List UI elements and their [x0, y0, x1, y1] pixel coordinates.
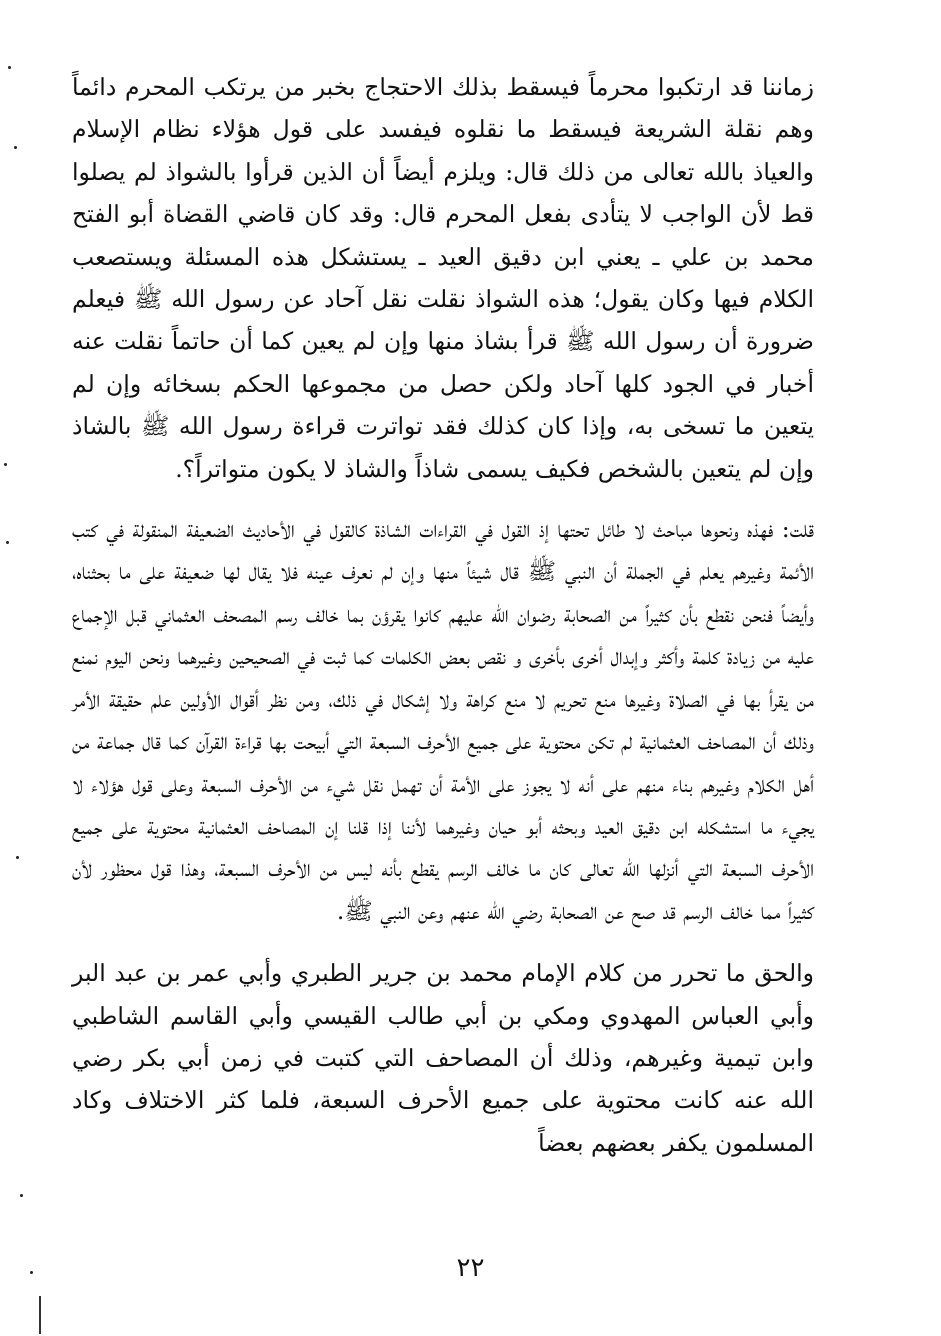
page-number: ٢٢	[456, 1253, 485, 1283]
scan-speck	[20, 1194, 23, 1197]
scan-speck	[16, 856, 19, 859]
scan-edge-mark	[39, 1296, 41, 1334]
paragraph-1: زماننا قد ارتكبوا محرماً فيسقط بذلك الاحتجاج بخبر من يرتكب المحرم دائماً وهم نقلة الشريعة فيسقط ما نقلوه فيفسد على قول هؤلاء نظام الإسلام والعياذ بالله تعالى من ذلك قال: ويلزم أيضاً أن الذين قرأوا بالشواذ لم يصلوا قط لأن الواجب لا يتأدى بفعل المحرم قال: وقد كان قاضي القضاة أبو الفتح محمد بن علي ـ يعني ابن دقيق العيد ـ يستشكل هذه المسئلة ويستصعب الكلام فيها وكان يقول؛ هذه الشواذ نقلت نقل آحاد عن رسول الله ﷺ فيعلم ضرورة أن رسول الله ﷺ قرأ بشاذ منها وإن لم يعين كما أن حاتماً نقلت عنه أخبار في الجود كلها آحاد ولكن حصل من مجموعها الحكم بسخائه وإن لم يتعين ما تسخى به، وإذا كان كذلك فقد تواترت قراءة رسول الله ﷺ بالشاذ وإن لم يتعين بالشخص فكيف يسمى شاذاً والشاذ لا يكون متواتراً؟.	[72, 73, 814, 483]
scan-speck	[14, 146, 17, 149]
scan-speck	[6, 541, 9, 544]
scan-speck	[8, 66, 11, 69]
page-body	[72, 66, 814, 1164]
paragraph-3: والحق ما تحرر من كلام الإمام محمد بن جرير الطبري وأبي عمر بن عبد البر وأبي العباس المهدوي ومكي بن أبي طالب القيسي وأبي القاسم الشاطبي وابن تيمية وغيرهم، وذلك أن المصاحف التي كتبت في زمن أبي بكر رضي الله عنه كانت محتوية على جميع الأحرف السبعة، فلما كثر الاختلاف وكاد المسلمون يكفر بعضهم بعضاً	[72, 959, 814, 1157]
scan-speck	[4, 463, 7, 466]
scan-speck	[30, 1271, 33, 1274]
paragraph-2: قلت: فهذه ونحوها مباحث لا طائل تحتها إذ القول في القراءات الشاذة كالقول في الأحاديث الضعيفة المنقولة في كتب الأئمة وغيرهم يعلم في الجملة أن النبي ﷺ قال شيئاً منها وإن لم نعرف عينه فلا يقال لها ضعيفة على ما بحثناه، وأيضاً فنحن نقطع بأن كثيراً من الصحابة رضوان الله عليهم كانوا يقرؤن بما خالف رسم المصحف العثماني قبل الإجماع عليه من زيادة كلمة وأكثر وإبدال أخرى بأخرى و نقص بعض الكلمات كما ثبت في الصحيحين وغيرهما ونحن اليوم نمنع من يقرأ بها في الصلاة وغيرها منع تحريم لا منع كراهة ولا إشكال في ذلك، ومن نظر أقوال الأولين علم حقيقة الأمر وذلك أن المصاحف العثمانية لم تكن محتوية على جميع الأحرف السبعة التي أبيحت بها قراءة القرآن كما قال جماعة من أهل الكلام وغيرهم بناء منهم على أنه لا يجوز على الأمة أن تهمل نقل شيء من الأحرف السبعة وعلى قول هؤلاء لا يجيء ما استشكله ابن دقيق العيد وبحثه أبو حيان وغيرهما لأننا إذا قلنا إن المصاحف العثمانية محتوية على جميع الأحرف السبعة التي أنزلها الله تعالى كان ما خالف الرسم يقطع بأنه ليس من الأحرف السبعة، وهذا قول محظور لأن كثيراً مما خالف الرسم قد صح عن الصحابة رضي الله عنهم وعن النبي ﷺ.	[72, 515, 814, 925]
